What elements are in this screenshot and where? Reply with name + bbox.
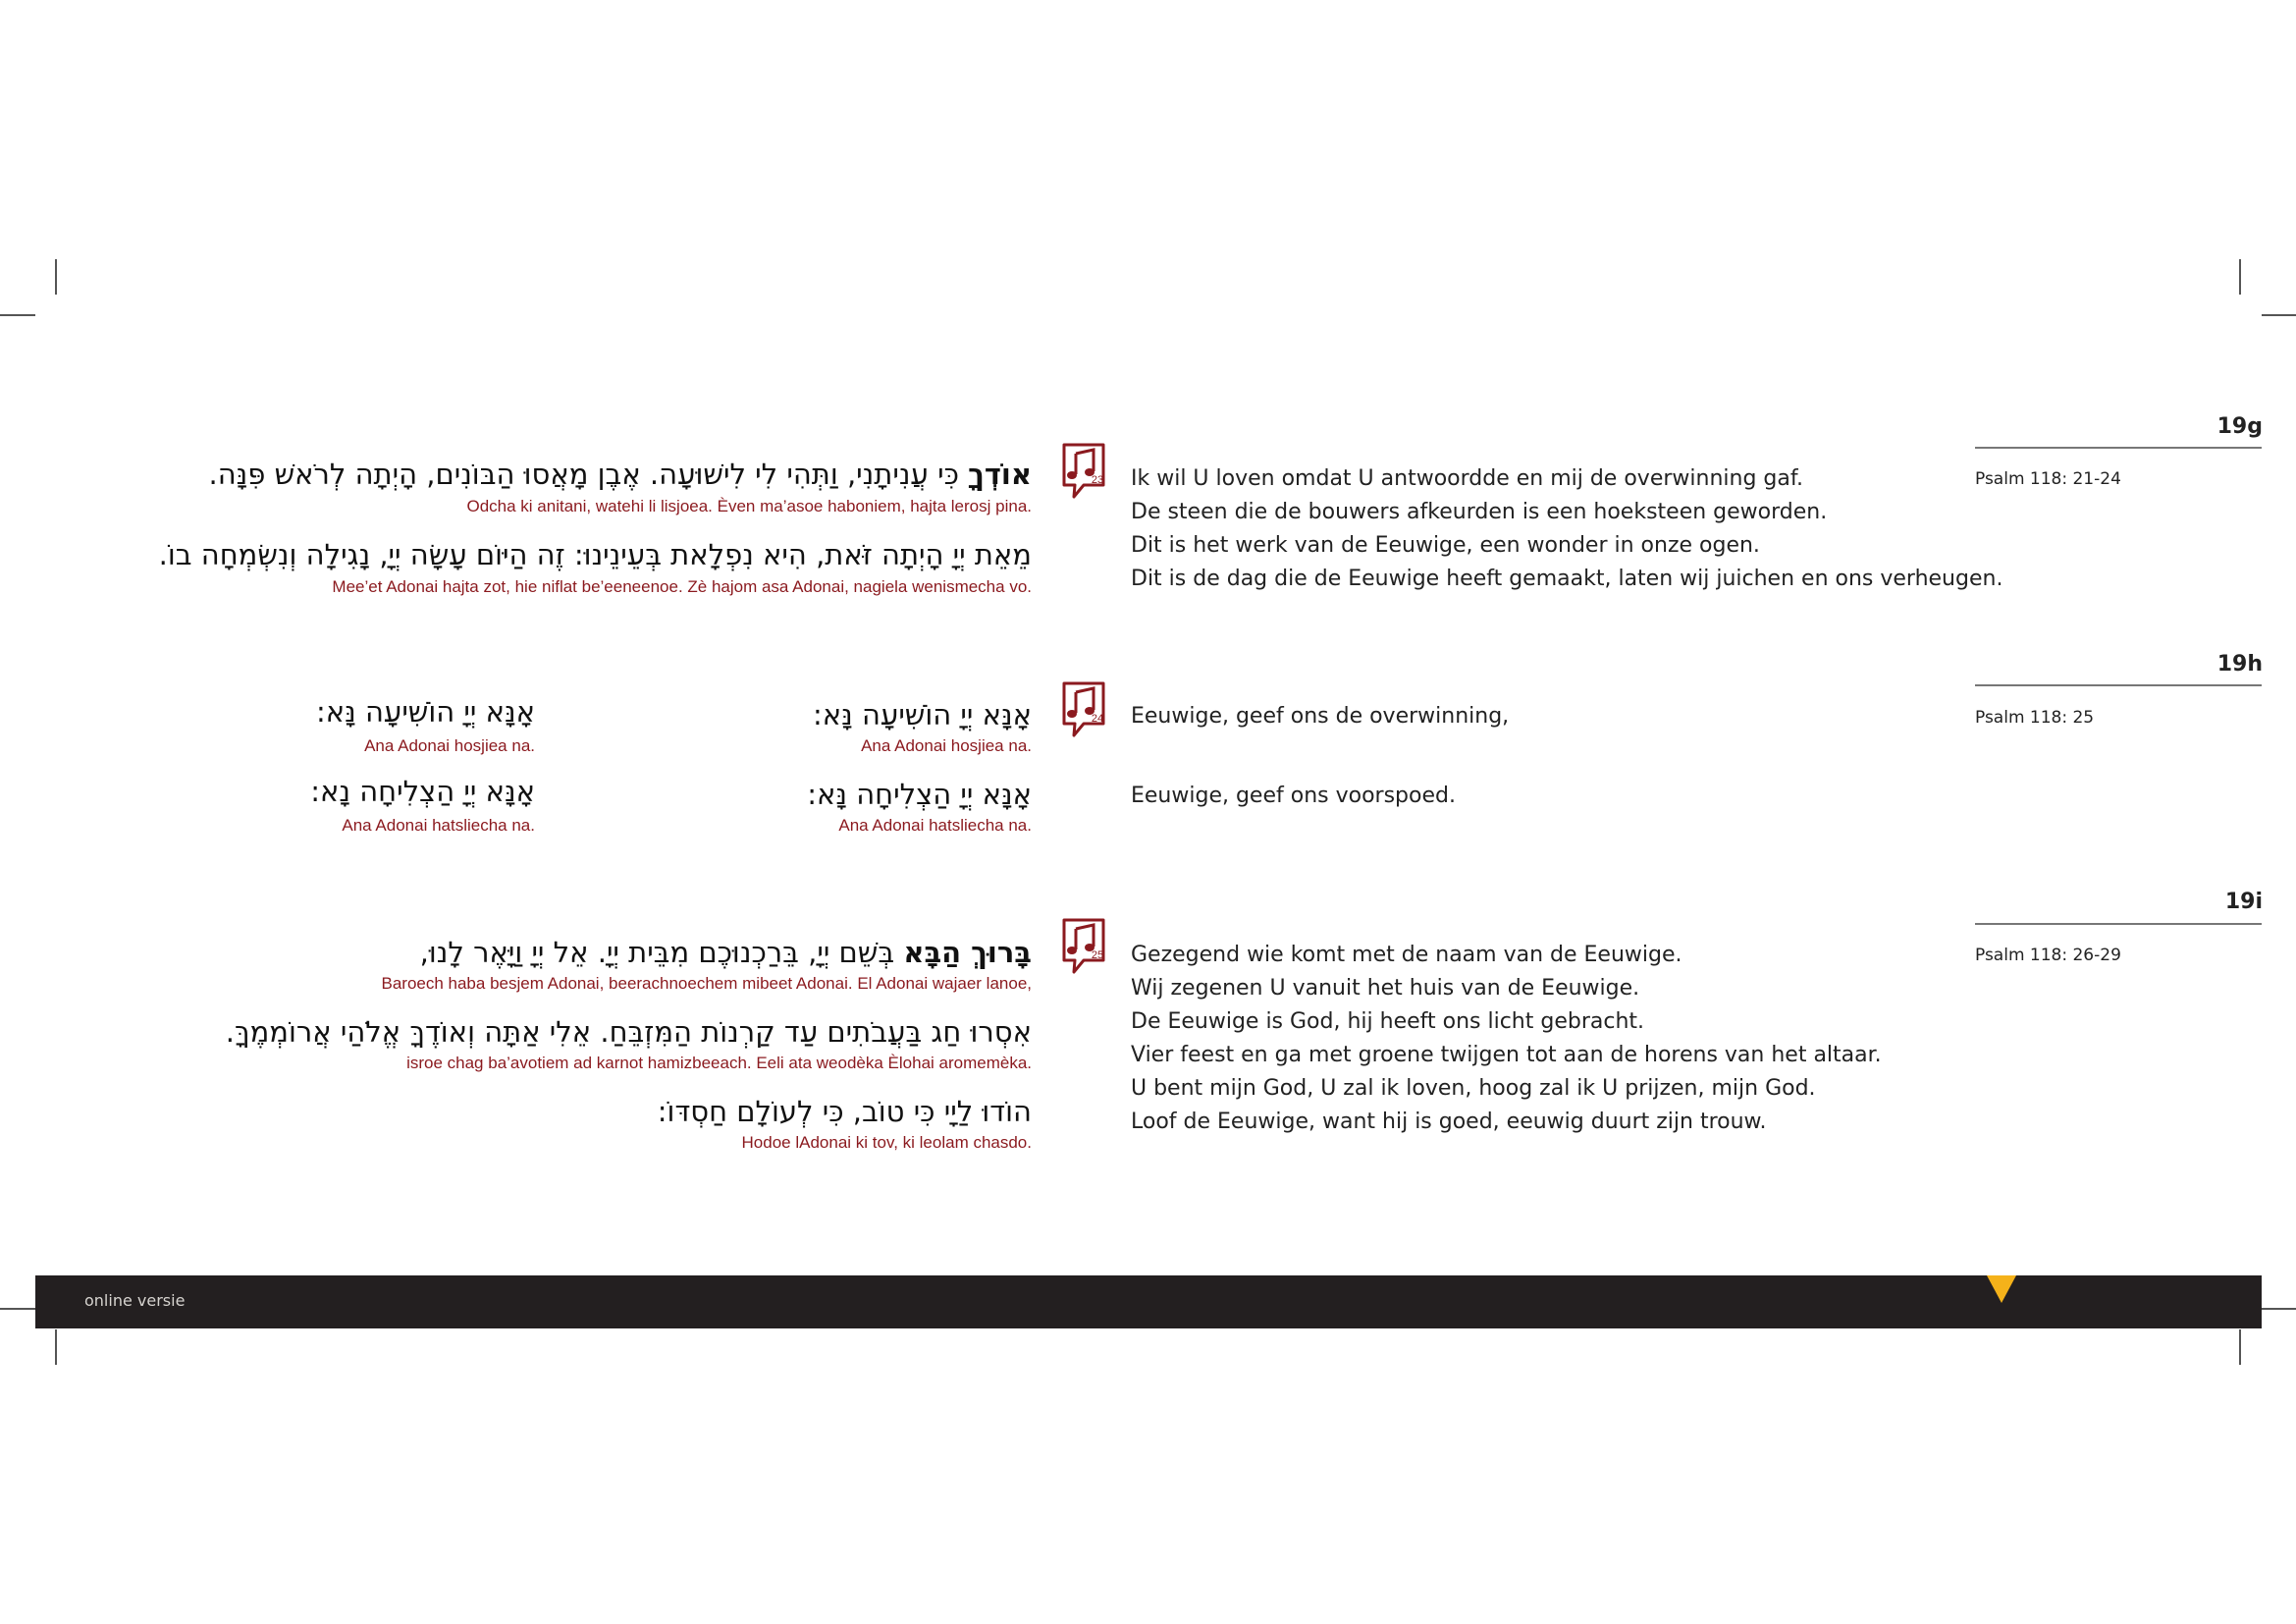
dutch-translation [1131,939,1882,1139]
music-track-number: 25 [1091,949,1104,961]
hebrew-verse: הוֹדוּ לַיָי כִּי טוֹב, כִּי לְעוֹלָם חַסְדּוֹ: [657,1095,1032,1128]
dutch-translation [1131,462,2002,596]
psalm-reference: Psalm 118: 26-29 [1975,946,2121,965]
music-note-icon[interactable] [1060,442,1107,499]
hebrew-verse-bold: אוֹדְךָ [968,458,1032,491]
footer-label: online versie [84,1291,186,1310]
transliteration: Hodoe lAdonai ki tov, ki leolam chasdo. [741,1133,1032,1152]
section-rule [1975,923,2262,925]
transliteration: Ana Adonai hatsliecha na. [838,816,1032,835]
dutch-line: Ik wil U loven omdat U antwoordde en mij de overwinning gaf. [1131,466,1803,491]
section-number: 19h [2216,652,2263,677]
page-marker-triangle [1987,1275,2016,1303]
hebrew-verse-text: מֵאֵת יְיָ הָיְתָה זֹּאת, הִיא נִפְלָאת בְּעֵינֵינוּ: זֶה הַיּוֹם עָשָׂה יְיָ, נָגִילָה וְנִשְׂמְחָה בוֹ. [158,538,1032,571]
hebrew-verse: אָנָּא יְיָ הוֹשִׁיעָה נָּא: [812,698,1032,731]
crop-mark [55,1329,57,1365]
dutch-line: Gezegend wie komt met de naam van de Eeuwige. [1131,943,1682,967]
crop-mark [2239,259,2241,295]
transliteration: Mee’et Adonai hajta zot, hie niflat be’eeneenoe. Zè hajom asa Adonai, nagiela wenismecha vo. [332,577,1032,596]
hebrew-verse: אָנָּא יְיָ הַצְלִיחָה נָּא: [807,778,1032,811]
psalm-reference: Psalm 118: 25 [1975,708,2095,728]
hebrew-verse [208,458,1032,491]
crop-mark [2262,1308,2296,1310]
hebrew-verse [159,538,1032,571]
crop-mark [0,1308,35,1310]
section-rule [1975,447,2262,449]
hebrew-verse-text: כִּי עֲנִיתָנִי, וַתְּהִי לִי לִישׁוּעָה. אֶבֶן מָאֲסוּ הַבּוֹנִים, הָיְתָה לְרֹאשׁ פִּנָּה. [208,458,969,491]
transliteration: Odcha ki anitani, watehi li lisjoea. Èven ma’asoe haboniem, hajta lerosj pina. [466,497,1032,515]
transliteration: Ana Adonai hosjiea na. [861,736,1032,755]
music-note-icon[interactable] [1060,917,1107,974]
psalm-reference: Psalm 118: 21-24 [1975,469,2121,489]
music-note-icon[interactable] [1060,680,1107,737]
dutch-line: Vier feest en ga met groene twijgen tot aan de horens van het altaar. [1131,1043,1882,1067]
transliteration: Baroech haba besjem Adonai, beerachnoechem mibeet Adonai. El Adonai wajaer lanoe, [381,974,1032,993]
dutch-line: De steen die de bouwers afkeurden is een hoeksteen geworden. [1131,500,1828,524]
section-rule [1975,684,2262,686]
hebrew-verse-text: בְּשֵׁם יְיָ, בֵּרַכְנוּכֶם מִבֵּית יְיָ. אֵל יְיָ וַיָּאֶר לָנוּ, [419,936,904,969]
dutch-line: Dit is het werk van de Eeuwige, een wonder in onze ogen. [1131,533,1760,558]
transliteration: Ana Adonai hatsliecha na. [342,816,535,835]
dutch-line: Eeuwige, geef ons voorspoed. [1131,784,1456,808]
dutch-line: U bent mijn God, U zal ik loven, hoog zal ik U prijzen, mijn God. [1131,1076,1816,1101]
dutch-line: Dit is de dag die de Eeuwige heeft gemaakt, laten wij juichen en ons verheugen. [1131,567,2003,591]
crop-mark [55,259,57,295]
crop-mark [0,314,35,316]
transliteration: isroe chag ba’avotiem ad karnot hamizbeeach. Eeli ata weodèka Èlohai aromemèka. [406,1054,1032,1072]
hebrew-verse-bold: בָּרוּךְ הַבָּא [903,936,1032,969]
hebrew-verse: אִסְרוּ חַג בַּעֲבֹתִים עַד קַרְנוֹת הַמִּזְבֵּחַ. אֵלִי אַתָּה וְאוֹדֶךָּ אֱלֹהַי אֲרוֹמְמֶךָּ. [225,1015,1032,1049]
hebrew-verse [420,936,1032,969]
hebrew-verse: אָנָּא יְיָ הוֹשִׁיעָה נָּא: [315,695,535,729]
dutch-line: Eeuwige, geef ons de overwinning, [1131,704,1510,729]
hebrew-verse: אָנָּא יְיָ הַצְלִיחָה נָא: [310,775,535,808]
footer-bar [35,1275,2262,1328]
dutch-line: Loof de Eeuwige, want hij is goed, eeuwig duurt zijn trouw. [1131,1110,1767,1134]
dutch-line: De Eeuwige is God, hij heeft ons licht gebracht. [1131,1009,1645,1034]
crop-mark [2262,314,2296,316]
transliteration: Ana Adonai hosjiea na. [364,736,535,755]
dutch-line: Wij zegenen U vanuit het huis van de Eeuwige. [1131,976,1640,1001]
section-number: 19i [2224,890,2263,914]
music-track-number: 23 [1091,474,1104,486]
crop-mark [2239,1329,2241,1365]
music-track-number: 24 [1091,713,1104,725]
section-number: 19g [2216,414,2263,439]
